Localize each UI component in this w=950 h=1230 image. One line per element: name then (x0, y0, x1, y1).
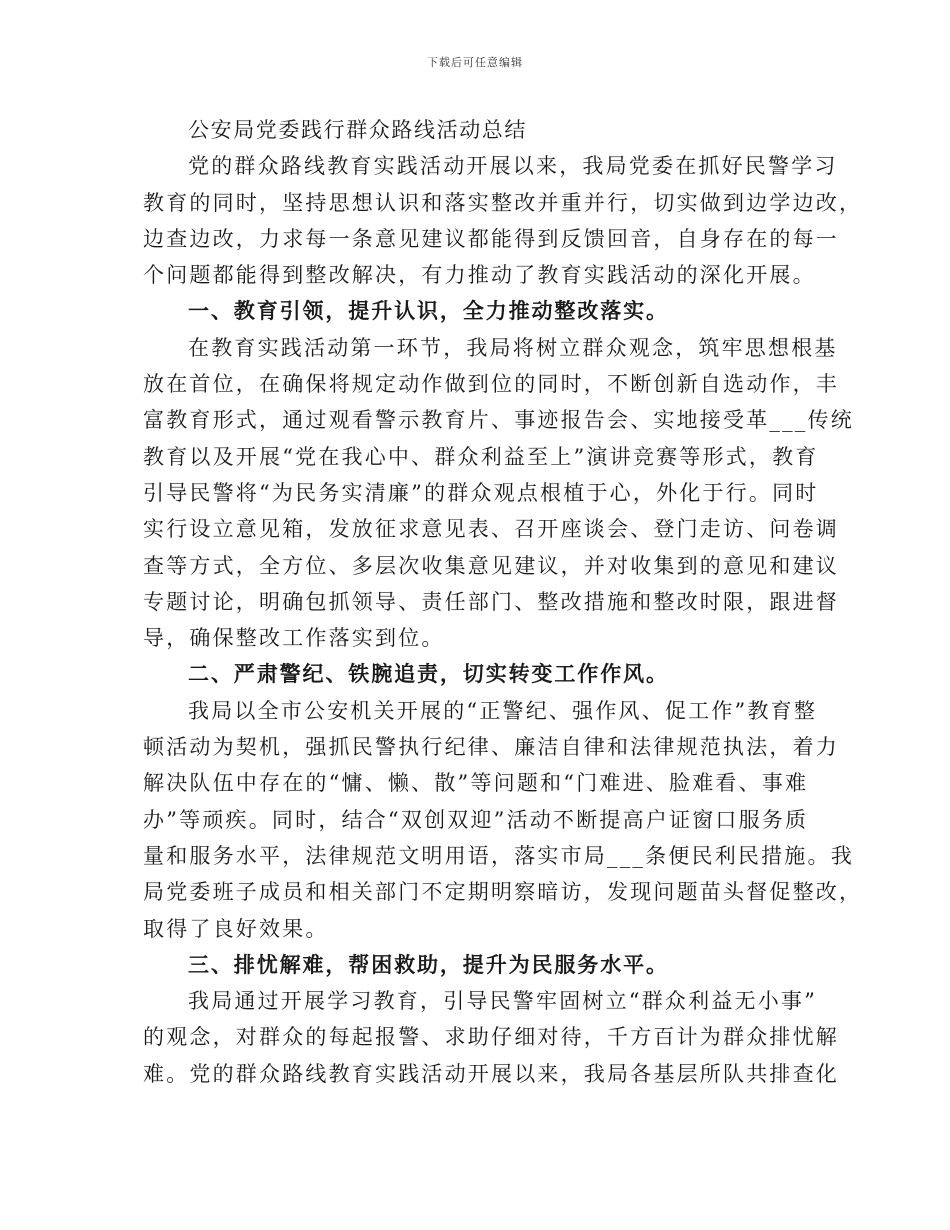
section-1-line: 引导民警将“为民务实清廉”的群众观点根植于心，外化于行。同时 (143, 480, 819, 505)
download-note: 下载后可任意编辑 (427, 56, 523, 69)
intro-line: 个问题都能得到整改解决，有力推动了教育实践活动的深化开展。 (143, 263, 816, 288)
section-1-line: 富教育形式，通过观看警示教育片、事迹报告会、实地接受革___传统 (143, 408, 854, 433)
section-1-line: 查等方式，全方位、多层次收集意见建议，并对收集到的意见和建议 (143, 553, 839, 578)
section-3-line: 的观念，对群众的每起报警、求助仔细对待，千方百计为群众排忧解 (143, 1025, 839, 1050)
section-2-line: 局党委班子成员和相关部门不定期明察暗访，发现问题苗头督促整改， (143, 880, 863, 905)
section-1-line: 实行设立意见箱，发放征求意见表、召开座谈会、登门走访、问卷调 (143, 517, 839, 542)
section-3-heading: 三、排忧解难，帮困救助，提升为民服务水平。 (188, 952, 669, 977)
section-1-line: 教育以及开展“党在我心中、群众利益至上”演讲竞赛等形式，教育 (143, 444, 819, 469)
section-1-line: 在教育实践活动第一环节，我局将树立群众观念，筑牢思想根基 (188, 335, 838, 360)
section-1-heading: 一、教育引领，提升认识，全力推动整改落实。 (188, 299, 669, 324)
section-2-line: 顿活动为契机，强抓民警执行纪律、廉洁自律和法律规范执法，着力 (143, 735, 839, 760)
section-3-line: 难。党的群众路线教育实践活动开展以来，我局各基层所队共排查化 (143, 1061, 839, 1086)
intro-line: 教育的同时，坚持思想认识和落实整改并重并行，切实做到边学边改， (143, 190, 863, 215)
intro-line: 边查边改，力求每一条意见建议都能得到反馈回音，自身存在的每一 (143, 226, 839, 251)
intro-line: 党的群众路线教育实践活动开展以来，我局党委在抓好民警学习 (188, 154, 838, 179)
section-2-line: 办”等顽疾。同时，结合“双创双迎”活动不断提高户证窗口服务质 (143, 807, 809, 832)
document-body (143, 112, 863, 1092)
section-2-line: 我局以全市公安机关开展的“正警纪、强作风、促工作”教育整 (188, 698, 818, 723)
section-2-line: 取得了良好效果。 (143, 916, 329, 941)
section-2-line: 量和服务水平，法律规范文明用语，落实市局___条便民利民措施。我 (143, 843, 854, 868)
section-2-heading: 二、严肃警纪、铁腕追责，切实转变工作作风。 (188, 662, 669, 687)
section-2-line: 解决队伍中存在的“慵、懒、散”等问题和“门难进、脸难看、事难 (143, 771, 809, 796)
section-3-line: 我局通过开展学习教育，引导民警牢固树立“群众利益无小事” (188, 989, 818, 1014)
section-1-line: 专题讨论，明确包抓领导、责任部门、整改措施和整改时限，跟进督 (143, 589, 839, 614)
document-title: 公安局党委践行群众路线活动总结 (188, 118, 527, 142)
section-1-line: 导，确保整改工作落实到位。 (143, 626, 445, 651)
section-1-line: 放在首位，在确保将规定动作做到位的同时，不断创新自选动作，丰 (143, 372, 839, 397)
